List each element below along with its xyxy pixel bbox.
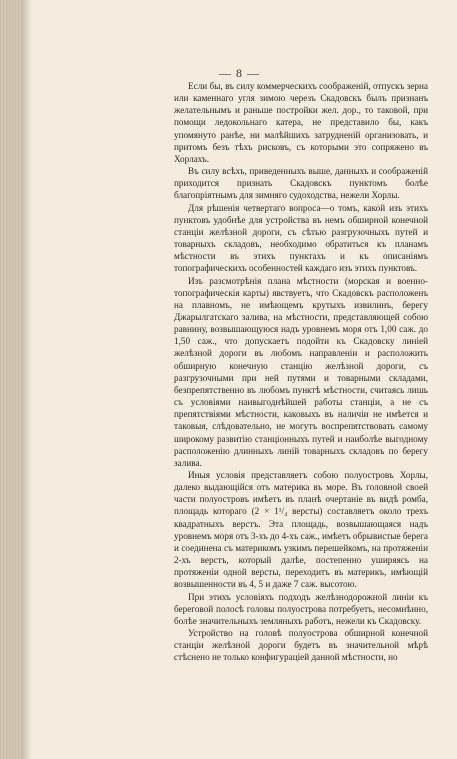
paragraph-1: Если бы, въ силу коммерческихъ соображеній, отпускъ зерна или каменнаго угля зимою черезъ Скадовскъ былъ признанъ желательнымъ и раньше постройки жел. дор., то таковой, при помощи ледокольнаго катера, не представило бы, какъ упомянуто ранѣе, ни малѣйшихъ затрудненій организовать, и притомъ безъ тѣхъ рисковъ, съ которыми это сопряжено въ Хорлахъ. <box>174 81 428 164</box>
page-body <box>174 80 428 664</box>
paragraph-6: При этихъ условіяхъ подходъ желѣзнодорожной линіи къ береговой полосѣ головы полуострова потребуетъ, несомнѣнно, болѣе значительныхъ земляныхъ работъ, нежели къ Скадовску. <box>174 591 428 626</box>
binding-shadow <box>22 0 32 759</box>
page-number: — 8 — <box>219 66 260 80</box>
paragraph-3: Для рѣшенія четвертаго вопроса—о томъ, какой изъ этихъ пунктовъ удобнѣе для устройства въ немъ обширной конечной станціи желѣзной дороги, съ сѣтью разгрузочныхъ путей и товарныхъ складовъ, необходимо обратиться къ планамъ мѣстности въ этихъ пунктахъ и къ описаніямъ топографическихъ особенностей каждаго изъ этихъ пунктовъ. <box>174 202 428 274</box>
paragraph-4: Изъ разсмотрѣнія плана мѣстности (морская и военно-топографическія карты) явствуетъ, что Скадовскъ расположенъ на плавномъ, не имѣющемъ крутыхъ извилинъ, берегу Джарылгатскаго залива, на мѣстности, представляющей собою равнину, возвышающуюся надъ уровнемъ моря отъ 1,00 саж. до 1,50 саж., что допускаетъ подойти къ Скадовску линіей желѣзной дороги въ любомъ направленіи и расположить обширную конечную станцію желѣзной дороги, съ разгрузочными при ней путями и товарными складами, безпрепятственно въ любомъ пунктѣ мѣстности, считаясь лишь съ условіями наивыгоднѣйшей работы станціи, а не съ препятствіями мѣстности, каковыхъ въ наличіи не имѣется и таковыя, слѣдовательно, не могутъ воспрепятствовать самому широкому развитію станціонныхъ путей и наиболѣе выгодному расположенію длинныхъ линій товарныхъ складовъ по берегу залива. <box>174 275 428 468</box>
paragraph-7: Устройство на головѣ полуострова обширной конечной станціи желѣзной дороги будетъ въ значительной мѣрѣ стѣснено не только конфигураціей данной мѣстности, но <box>174 628 428 663</box>
paragraph-2: Въ силу всѣхъ, приведенныхъ выше, данныхъ и соображеній приходится признать Скадовскъ пунктомъ болѣе благопріятнымъ для зимняго судоходства, нежели Хорлы. <box>174 166 428 201</box>
book-binding-edge <box>0 0 22 759</box>
paragraph-5: Иныя условія представляетъ собою полуостровъ Хорлы, далеко выдающійся отъ материка въ море. Въ головной своей части полуостровъ имѣетъ въ планѣ очертаніе въ видѣ ромба, площадь котораго (2 × 1¹/₄ версты) составляетъ около трехъ квадратныхъ верстъ. Эта площадь, возвышающаяся надъ уровнемъ моря отъ 3-хъ до 4-хъ саж., имѣетъ обрывистые берега и соединена съ материкомъ узкимъ перешейкомъ, на протяженіи 2-хъ верстъ, который далѣе, постепенно уширяясь на протяженіи одной версты, переходитъ въ материкъ, имѣющій возвышенности въ 4, 5 и даже 7 саж. высотою. <box>174 470 428 590</box>
